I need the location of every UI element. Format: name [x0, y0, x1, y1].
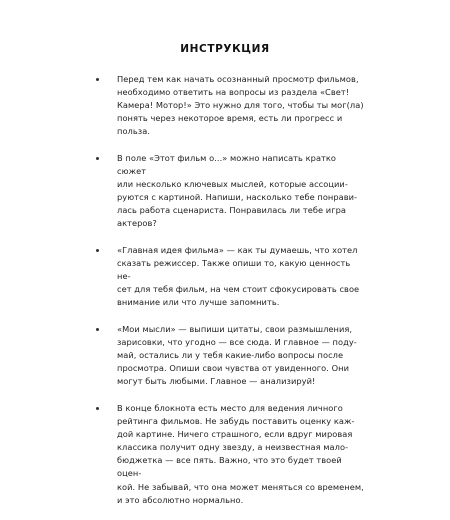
- item-line: В поле «Этот фильм о...» можно написать кратко сюжет: [117, 152, 337, 177]
- item-line: май, остались ли у тебя какие-либо вопросы после: [117, 350, 344, 361]
- item-line: понять через некоторое время, есть ли прогресс и: [117, 113, 343, 124]
- item-line: зарисовки, что угодно — все сюда. И главное — поду-: [117, 337, 357, 348]
- item-line: или несколько ключевых мыслей, которые ассоции-: [117, 179, 348, 190]
- instruction-item: [96, 244, 366, 309]
- bullet-icon: [96, 249, 99, 252]
- item-line: дой картине. Ничего страшного, если вдруг мировая: [117, 429, 353, 440]
- item-line: польза.: [117, 126, 150, 137]
- instruction-item: [96, 152, 366, 231]
- item-line: «Главная идея фильма» — как ты думаешь, что хотел: [117, 245, 358, 256]
- item-line: и это абсолютно нормально.: [117, 494, 244, 505]
- item-line: внимание или что лучше запомнить.: [117, 297, 280, 308]
- item-line: Перед тем как начать осознанный просмотр фильмов,: [117, 74, 359, 84]
- item-line: руются с картиной. Напиши, насколько тебе понрави-: [117, 192, 358, 203]
- item-line: «Мои мысли» — выпиши цитаты, свои размышления,: [117, 324, 353, 334]
- item-line: В конце блокнота есть место для ведения личного: [117, 402, 343, 413]
- instruction-list: [96, 73, 366, 520]
- item-line: лась работа сценариста. Понравилась ли тебе игра: [117, 205, 347, 216]
- item-line: необходимо ответить на вопросы из раздела «Свет!: [117, 87, 350, 98]
- item-line: рейтинга фильмов. Не забудь поставить оценку каж-: [117, 416, 355, 427]
- bullet-icon: [96, 78, 99, 81]
- instruction-item: [96, 323, 366, 388]
- item-line: бюджетка — все пять. Важно, что это будет твоей оцен-: [117, 455, 342, 479]
- item-line: сет для тебя фильм, на чем стоит сфокусировать свое: [117, 284, 360, 295]
- item-line: могут быть любыми. Главное — анализируй!: [117, 376, 316, 387]
- bullet-icon: [96, 328, 99, 331]
- item-line: классика получит одну звезду, а неизвестная мало-: [117, 442, 349, 453]
- item-line: сказать режиссер. Также опиши то, какую ценность не-: [117, 258, 351, 282]
- item-line: Камера! Мотор!» Это нужно для того, чтобы ты мог(ла): [117, 100, 364, 111]
- page-title: ИНСТРУКЦИЯ: [180, 43, 270, 55]
- bullet-icon: [96, 407, 99, 410]
- bullet-icon: [96, 157, 99, 160]
- item-line: кой. Не забывай, что она может меняться со временем,: [117, 481, 364, 492]
- instruction-item: [96, 402, 366, 507]
- item-line: актеров?: [117, 218, 157, 229]
- item-line: просмотра. Опиши свои чувства от увиденного. Они: [117, 363, 350, 374]
- instruction-item: [96, 73, 366, 138]
